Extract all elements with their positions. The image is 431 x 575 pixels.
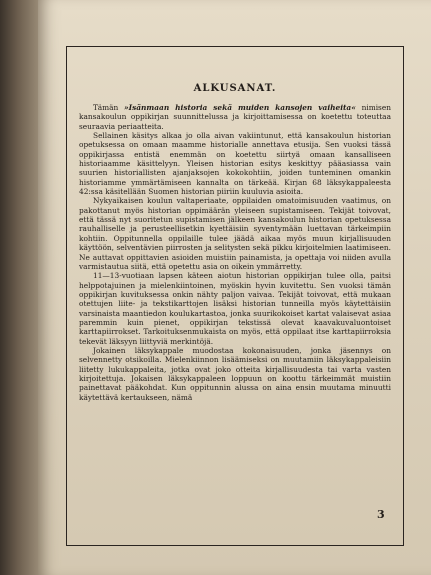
paragraph-4: 11—13-vuotiaan lapsen käteen aiotun historian oppikirjan tulee olla, paitsi helppotajuinen ja mielenkiintoinen, myöskin hyvin kuvitettu. Sen vuoksi tämän oppikirjan kuvituksessa onkin nähty paljon vaivaa. Tekijät toivovat, että mukaan otettujen liite- ja tekstikarttojen lisäksi historian tunneilla myös käytettäisiin varsinaista maantiedon koulukartastoa, jonka suurikokoiset kartat valaisevat asiaa paremmin kuin pienet, oppikirjan tekstissä olevat kaavakuvaluontoiset karttapiirrokset. Tarkoituksenmukaista on myös, että oppilaat itse karttapiirroksia tekevät läksyyn liittyviä merkintöjä. xyxy=(79,271,391,346)
paragraph-2: Sellainen käsitys alkaa jo olla aivan vakiintunut, että kansakoulun historian opetuksessa on omaan maamme historialle annettava etusija. Sen vuoksi tässä oppikirjassa entistä enemmän on koetettu siirtyä omaan kansalliseen historiaamme käsittelyyn. Yleisen historian esitys keskittyy pääasiassa vain suurien historiallisten ajanjaksojen kokokohtiin, joiden tunteminen omankin historiamme ymmärtämiseen kannalta on tärkeää. Kirjan 68 läksykappaleesta 42:ssa käsitellään Suomen historian piiriin kuuluvia asioita. xyxy=(79,131,391,197)
preface-heading: ALKUSANAT. xyxy=(193,83,277,94)
preface-body xyxy=(79,103,391,402)
book-title: »Isänmaan historia sekä muiden kansojen vaiheita« xyxy=(124,103,356,112)
paragraph-5: Jokainen läksykappale muodostaa kokonaisuuden, jonka jäsennys on selvennetty otsikoilla. Mielenkiinnon lisäämiseksi on muutamiin läksykappaleisiin liitetty lukukappaleita, jotka ovat joko otteita kirjallisuudesta tai varta vasten kirjoitettuja. Jokaisen läksykappaleen loppuun on koottu tärkeimmät muistiin painettavat pääkohdat. Kun oppitunnin alussa on aina ensin muutama minuutti käytettävä kertaukseen, nämä xyxy=(79,345,391,402)
text-frame xyxy=(66,46,404,546)
paragraph-3: Nykyaikaisen koulun valtaperiaate, oppilaiden omatoimisuuden vaatimus, on pakottanut myös historian oppimäärän yleiseen supistamiseen. Tekijät toivovat, että tässä nyt suoritetun supistamisen jälkeen kansakoulun historian opetuksessa rauhalliselle ja perusteellisetkin kyettäisiin syventymään luettavan tärkeimpiin kohtiin. Oppitunnella oppilaille tulee jäädä aikaa myös muun kirjallisuuden käyttöön, selventävien piirrosten ja selitysten sekä pikku kirjoitelmien laatimiseen. Ne auttavat oppittavien asioiden muistiin painamista, ja opettaja voi niiden avulla varmistautua siitä, että opetettu asia on oikein ymmärretty. xyxy=(79,196,391,271)
paragraph-1: Tämän »Isänmaan historia sekä muiden kansojen vaiheita« nimisen kansakoulun oppikirjan suunnittelussa ja kirjoittamisessa on koetettu toteuttaa seuraavia periaatteita. xyxy=(79,103,391,131)
book-page xyxy=(38,0,431,575)
page-number: 3 xyxy=(377,508,385,521)
